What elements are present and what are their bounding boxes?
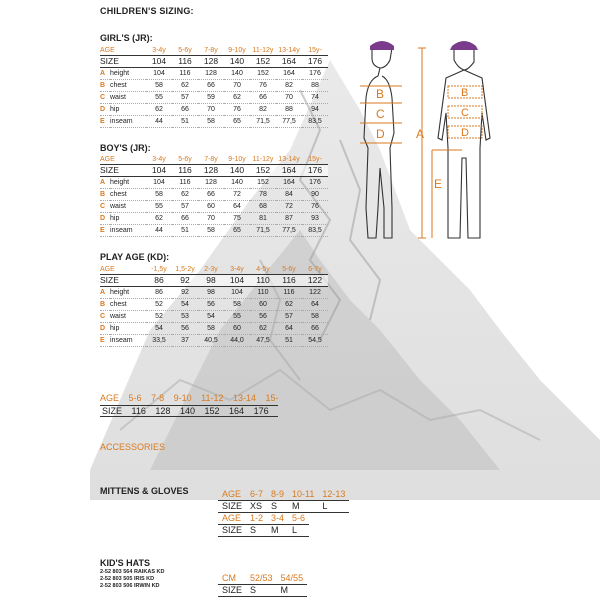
hats-list: [100, 569, 165, 590]
hat-item: 2-52 803 506 IRWIN KD: [100, 583, 160, 589]
table-cell: 164: [276, 68, 302, 80]
size-cell: 176: [302, 56, 328, 68]
measure-row: [100, 104, 328, 116]
table-cell: 5-6: [292, 513, 306, 523]
table-cell: 33,5: [146, 335, 172, 347]
measure-row: [100, 68, 328, 80]
table-cell: 87: [276, 213, 302, 225]
measure-row: [100, 213, 328, 225]
table-cell: 176: [302, 68, 328, 80]
table-cell: 70: [224, 80, 250, 92]
measure-row: [100, 335, 328, 347]
table-cell: 90: [302, 189, 328, 201]
measure-row: [100, 323, 328, 335]
table-cell: 71,5: [250, 116, 276, 128]
table-cell: 82: [276, 80, 302, 92]
table-cell: E: [100, 225, 110, 237]
table-cell: SIZE: [218, 525, 246, 537]
table-cell: 44: [146, 116, 172, 128]
table-cell: 128: [198, 68, 224, 80]
table-cell: 5-6: [128, 393, 142, 403]
table-cell: 164: [276, 177, 302, 189]
table-cell: 64: [224, 201, 250, 213]
table-cell: 58: [198, 323, 224, 335]
hat-icon: [370, 41, 394, 50]
table-cell: 76: [302, 201, 328, 213]
table-cell: 7-8y: [204, 156, 218, 163]
table-cell: waist: [110, 311, 146, 323]
table-cell: C: [100, 201, 110, 213]
table-cell: 93: [302, 213, 328, 225]
table-cell: C: [100, 92, 110, 104]
size-row: [100, 275, 328, 287]
table-cell: 140: [224, 68, 250, 80]
table-cell: 78: [250, 189, 276, 201]
table-cell: 6-7y: [308, 266, 322, 273]
age-row: [100, 155, 328, 165]
table-cell: 66: [198, 80, 224, 92]
table-cell: 56: [198, 299, 224, 311]
size-cell: 152: [250, 56, 276, 68]
boys-heading: BOY'S (JR):: [100, 143, 151, 153]
age-cell: 11-12y: [252, 47, 274, 54]
table-cell: 5-6y: [282, 266, 296, 273]
table-cell: 13-14: [233, 393, 257, 403]
table-cell: 3-4: [271, 513, 285, 523]
age-cell: 3-4y: [152, 47, 166, 54]
table-cell: 104: [146, 68, 172, 80]
table-cell: XS: [246, 501, 267, 513]
play-heading: PLAY AGE (KD):: [100, 252, 170, 262]
table-cell: height: [110, 68, 146, 80]
table-cell: 152: [250, 177, 276, 189]
table-cell: hip: [110, 323, 146, 335]
table-cell: 51: [276, 335, 302, 347]
table-cell: 70: [276, 92, 302, 104]
table-cell: 72: [224, 189, 250, 201]
table-cell: SIZE: [218, 501, 246, 513]
table-cell: 62: [276, 299, 302, 311]
body-measurement-figure: [350, 38, 510, 248]
table-cell: 116: [172, 165, 198, 177]
measure-row: [100, 201, 328, 213]
table-cell: 58: [302, 311, 328, 323]
mittens-table-1: [218, 489, 349, 513]
table-cell: 88: [302, 80, 328, 92]
figure-label-c-front: C: [461, 107, 469, 119]
table-cell: 104: [224, 287, 250, 299]
figure-label-b: B: [376, 87, 385, 101]
hats-heading: KID'S HATS: [100, 558, 150, 568]
table-cell: D: [100, 213, 110, 225]
table-cell: 54: [198, 311, 224, 323]
table-cell: 66: [250, 92, 276, 104]
table-cell: 72: [276, 201, 302, 213]
table-cell: 65: [224, 225, 250, 237]
table-cell: 98: [198, 287, 224, 299]
table-cell: 81: [250, 213, 276, 225]
hat-icon: [450, 41, 478, 50]
table-cell: 10-11: [292, 489, 315, 499]
table-cell: height: [110, 177, 146, 189]
age-row: [100, 265, 328, 275]
table-cell: 54/55: [280, 573, 304, 583]
table-cell: 64: [302, 299, 328, 311]
table-cell: 15y-: [308, 156, 322, 163]
measure-row: [100, 189, 328, 201]
table-cell: 128: [198, 165, 224, 177]
table-cell: -1,5y: [151, 266, 167, 273]
table-cell: inseam: [110, 335, 146, 347]
table-row: [218, 501, 349, 513]
table-cell: D: [100, 323, 110, 335]
table-cell: 11-12y: [252, 156, 274, 163]
table-cell: S: [246, 525, 267, 537]
measure-row: [100, 225, 328, 237]
measure-row: [100, 80, 328, 92]
table-cell: chest: [110, 189, 146, 201]
table-cell: 57: [172, 92, 198, 104]
table-cell: waist: [110, 92, 146, 104]
table-cell: 66: [302, 323, 328, 335]
table-cell: M: [288, 501, 318, 513]
mittens-table-2: [218, 513, 309, 537]
age-size-size-row: [100, 405, 278, 417]
table-cell: 92: [172, 275, 198, 287]
table-cell: 122: [302, 275, 328, 287]
table-cell: 5-6y: [178, 156, 192, 163]
hat-item: 2-52 803 564 RAIKAS KD: [100, 569, 165, 575]
measure-row: [100, 311, 328, 323]
table-cell: 116: [276, 275, 302, 287]
table-cell: 62: [224, 92, 250, 104]
size-label: SIZE: [100, 275, 146, 287]
age-cell: 5-6y: [178, 47, 192, 54]
table-cell: 86: [146, 287, 172, 299]
table-cell: 55: [224, 311, 250, 323]
table-cell: 40,5: [198, 335, 224, 347]
table-cell: 51: [172, 116, 198, 128]
table-cell: 94: [302, 104, 328, 116]
age-row: [100, 46, 328, 56]
size-cell: 116: [172, 56, 198, 68]
table-cell: 84: [276, 189, 302, 201]
table-cell: 1,5-2y: [175, 266, 195, 273]
table-cell: 98: [198, 275, 224, 287]
table-cell: 176: [302, 165, 328, 177]
age-label: AGE: [100, 266, 115, 273]
table-cell: 76: [250, 80, 276, 92]
table-row: [218, 525, 309, 537]
table-cell: inseam: [110, 116, 146, 128]
table-cell: CM: [222, 573, 236, 583]
table-cell: 11-12: [201, 393, 224, 403]
table-cell: 128: [198, 177, 224, 189]
table-cell: B: [100, 299, 110, 311]
table-cell: 47,5: [250, 335, 276, 347]
table-cell: 52: [146, 311, 172, 323]
table-cell: 6-7: [250, 489, 264, 499]
table-cell: 60: [224, 323, 250, 335]
table-cell: B: [100, 189, 110, 201]
boys-size-table: [100, 155, 328, 237]
table-cell: hip: [110, 213, 146, 225]
measure-row: [100, 116, 328, 128]
table-cell: AGE: [222, 489, 242, 499]
table-cell: 3-4y: [230, 266, 244, 273]
table-cell: 176: [253, 406, 269, 416]
table-cell: 74: [302, 92, 328, 104]
table-cell: 86: [146, 275, 172, 287]
table-cell: AGE: [222, 513, 242, 523]
table-cell: 2-3y: [204, 266, 218, 273]
age-label: AGE: [100, 393, 120, 403]
table-cell: waist: [110, 201, 146, 213]
table-cell: 164: [229, 406, 245, 416]
table-cell: A: [100, 287, 110, 299]
table-cell: 68: [250, 201, 276, 213]
table-cell: 7-8: [151, 393, 165, 403]
accessories-heading: ACCESSORIES: [100, 442, 166, 452]
table-cell: B: [100, 80, 110, 92]
table-cell: 15-: [265, 393, 279, 403]
table-cell: 152: [250, 165, 276, 177]
play-size-table: [100, 265, 328, 347]
table-cell: 3-4y: [152, 156, 166, 163]
table-cell: M: [277, 585, 308, 597]
figure-label-c: C: [376, 107, 385, 121]
table-cell: 116: [276, 287, 302, 299]
table-cell: 55: [146, 201, 172, 213]
table-cell: 71,5: [250, 225, 276, 237]
measure-row: [100, 92, 328, 104]
table-cell: 82: [250, 104, 276, 116]
table-cell: 58: [146, 80, 172, 92]
table-cell: 88: [276, 104, 302, 116]
table-cell: 122: [302, 287, 328, 299]
table-cell: 76: [224, 104, 250, 116]
table-cell: 1-2: [250, 513, 264, 523]
table-cell: 13-14y: [278, 156, 300, 163]
figure-label-b-front: B: [461, 87, 469, 99]
table-cell: 110: [250, 287, 276, 299]
table-cell: L: [288, 525, 309, 537]
table-cell: 104: [224, 275, 250, 287]
table-cell: 58: [198, 116, 224, 128]
table-cell: 62: [146, 213, 172, 225]
table-cell: 62: [250, 323, 276, 335]
table-cell: 70: [198, 104, 224, 116]
table-cell: 116: [172, 177, 198, 189]
table-cell: 54: [146, 323, 172, 335]
table-cell: 128: [155, 406, 171, 416]
table-cell: A: [100, 68, 110, 80]
table-cell: chest: [110, 80, 146, 92]
table-cell: 44,0: [224, 335, 250, 347]
figure-label-a: A: [416, 127, 425, 141]
age-cell: 9-10y: [228, 47, 246, 54]
table-cell: 62: [146, 104, 172, 116]
table-cell: 8-9: [271, 489, 285, 499]
table-cell: 152: [204, 406, 220, 416]
girls-size-table: [100, 46, 328, 128]
table-cell: D: [100, 104, 110, 116]
girls-heading: GIRL'S (JR):: [100, 33, 153, 43]
table-cell: 58: [224, 299, 250, 311]
table-cell: 140: [224, 165, 250, 177]
table-cell: 77,5: [276, 116, 302, 128]
table-cell: 56: [250, 311, 276, 323]
table-cell: 60: [250, 299, 276, 311]
mittens-heading: MITTENS & GLOVES: [100, 486, 189, 496]
table-cell: 62: [172, 189, 198, 201]
table-cell: SIZE: [218, 585, 246, 597]
table-cell: 110: [250, 275, 276, 287]
table-row: [218, 585, 307, 597]
measure-row: [100, 299, 328, 311]
table-cell: 83,5: [302, 116, 328, 128]
table-cell: E: [100, 116, 110, 128]
table-cell: S: [246, 585, 277, 597]
table-cell: 55: [146, 92, 172, 104]
figure-label-d-front: D: [461, 127, 469, 139]
table-cell: height: [110, 287, 146, 299]
table-cell: 152: [250, 68, 276, 80]
table-cell: C: [100, 311, 110, 323]
table-cell: 104: [146, 165, 172, 177]
boy-front-figure: [438, 44, 490, 238]
table-cell: 12-13: [322, 489, 346, 499]
girl-side-figure: [364, 44, 394, 238]
table-cell: E: [100, 335, 110, 347]
table-cell: 4-5y: [256, 266, 270, 273]
table-cell: 44: [146, 225, 172, 237]
size-cell: 128: [198, 56, 224, 68]
table-cell: 60: [198, 201, 224, 213]
table-cell: 66: [198, 189, 224, 201]
measure-row: [100, 287, 328, 299]
table-cell: 164: [276, 165, 302, 177]
table-cell: inseam: [110, 225, 146, 237]
table-row: [218, 489, 349, 501]
table-cell: 66: [172, 104, 198, 116]
size-cell: 164: [276, 56, 302, 68]
size-cell: 104: [146, 56, 172, 68]
size-cell: 140: [224, 56, 250, 68]
table-cell: 140: [179, 406, 195, 416]
table-cell: 83,5: [302, 225, 328, 237]
table-cell: 9-10: [173, 393, 192, 403]
table-cell: 37: [172, 335, 198, 347]
table-cell: 116: [172, 68, 198, 80]
table-cell: hip: [110, 104, 146, 116]
table-cell: 52: [146, 299, 172, 311]
table-cell: 116: [131, 406, 146, 416]
figure-label-d: D: [376, 127, 385, 141]
table-cell: 64: [276, 323, 302, 335]
table-cell: 53: [172, 311, 198, 323]
table-cell: 65: [224, 116, 250, 128]
table-cell: 140: [224, 177, 250, 189]
age-cell: 13-14y: [278, 47, 300, 54]
table-cell: 57: [172, 201, 198, 213]
age-label: AGE: [100, 47, 115, 54]
table-cell: 9-10y: [228, 156, 246, 163]
table-cell: A: [100, 177, 110, 189]
age-label: AGE: [100, 156, 115, 163]
hats-table: [218, 573, 307, 597]
hat-item: 2-52 803 505 IRIS KD: [100, 576, 155, 582]
table-cell: 104: [146, 177, 172, 189]
age-size-age-row: [100, 393, 286, 403]
table-cell: 57: [276, 311, 302, 323]
size-label: SIZE: [102, 406, 123, 416]
table-cell: M: [267, 525, 288, 537]
table-row: [218, 513, 309, 525]
table-cell: 176: [302, 177, 328, 189]
table-cell: 58: [198, 225, 224, 237]
table-cell: 66: [172, 213, 198, 225]
table-cell: 54,5: [302, 335, 328, 347]
table-cell: 51: [172, 225, 198, 237]
age-cell: 7-8y: [204, 47, 218, 54]
table-cell: L: [318, 501, 349, 513]
size-label: SIZE: [100, 165, 146, 177]
measure-row: [100, 177, 328, 189]
size-row: [100, 165, 328, 177]
table-cell: 54: [172, 299, 198, 311]
figure-label-e: E: [434, 177, 443, 191]
table-cell: 59: [198, 92, 224, 104]
size-label: SIZE: [100, 56, 146, 68]
table-cell: 70: [198, 213, 224, 225]
table-cell: 75: [224, 213, 250, 225]
page-title: CHILDREN'S SIZING:: [100, 6, 194, 16]
size-row: [100, 56, 328, 68]
table-cell: 56: [172, 323, 198, 335]
table-row: [218, 573, 307, 585]
table-cell: 77,5: [276, 225, 302, 237]
table-cell: 62: [172, 80, 198, 92]
age-cell: 15y-: [308, 47, 322, 54]
table-cell: S: [267, 501, 288, 513]
table-cell: 58: [146, 189, 172, 201]
table-cell: 92: [172, 287, 198, 299]
table-cell: 52/53: [250, 573, 273, 583]
table-cell: chest: [110, 299, 146, 311]
